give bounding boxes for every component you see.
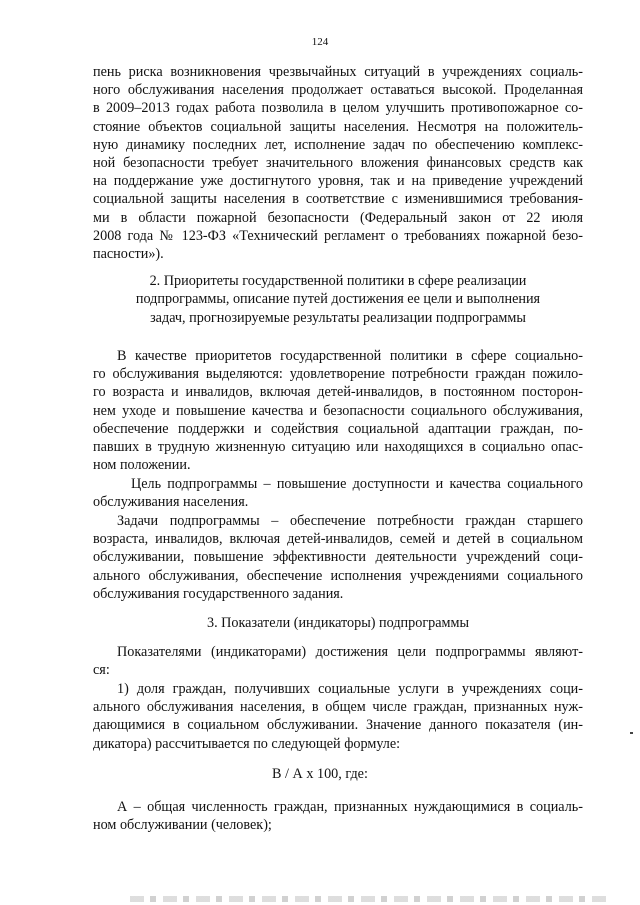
text-line: стояние объектов социальной защиты населения. Несмотря на положитель- <box>93 118 583 135</box>
text-line: ном обслуживании (человек); <box>93 817 272 834</box>
page-number: 124 <box>311 36 329 48</box>
section-2-heading <box>93 272 583 327</box>
text-line: нем уходе и повышение качества и безопасности социального обслуживания, <box>93 402 583 419</box>
text-line: дающимися в социальном обслуживании. Значение данного показателя (ин- <box>93 717 583 734</box>
text-line: ся: <box>93 662 110 679</box>
text-line: Цель подпрограммы – повышение доступности и качества социального <box>131 476 583 492</box>
paragraph-indicators-intro <box>93 643 583 679</box>
text-line: Показателями (индикаторами) достижения цели подпрограммы являют- <box>117 644 583 660</box>
text-line: ную динамику последних лет, исполнение задач по обеспечению комплекс- <box>93 136 583 153</box>
paragraph-priorities <box>93 347 583 474</box>
paragraph-definition-a <box>93 798 583 834</box>
text-line: ном положении. <box>93 457 191 474</box>
paragraph-goal <box>93 475 583 511</box>
text-line: на поддержание уже достигнутого уровня, так и на приведение учреждений <box>93 173 583 190</box>
text-line: обслуживания государственного задания. <box>93 585 344 602</box>
text-line: 2008 года № 123-ФЗ «Технический регламент о требованиях пожарной безо- <box>93 227 583 244</box>
text-line: обслуживании, повышение эффективности деятельности учреждений соци- <box>93 549 583 566</box>
scan-mark <box>630 732 633 734</box>
text-line: ального обслуживания населения, в общем числе граждан, признанных нуж- <box>93 699 583 716</box>
formula: В / А х 100, где: <box>272 766 368 782</box>
text-line: 1) доля граждан, получивших социальные услуги в учреждениях соци- <box>117 681 583 697</box>
text-line: пасности»). <box>93 245 164 262</box>
heading-line: 2. Приоритеты государственной политики в сфере реализации <box>149 273 527 289</box>
text-line: в 2009–2013 годах работа позволила в целом улучшить противопожарное со- <box>93 100 583 117</box>
heading-line: 3. Показатели (индикаторы) подпрограммы <box>206 615 470 631</box>
scan-bottom-artifact <box>130 896 610 902</box>
text-line: ного обслуживания населения продолжает оставаться высокой. Проделанная <box>93 82 583 99</box>
text-line: ной безопасности требует значительного вложения финансовых средств как <box>93 154 583 171</box>
paragraph-fire-safety <box>93 63 583 263</box>
paragraph-tasks <box>93 512 583 603</box>
heading-line: задач, прогнозируемые результаты реализации подпрограммы <box>150 309 526 326</box>
text-line: обеспечение поддержки и содействия социальной адаптации граждан, по- <box>93 420 583 437</box>
text-line: А – общая численность граждан, признанных нуждающимися в социаль- <box>117 799 583 815</box>
text-line: го возраста и инвалидов, включая детей-инвалидов, в постоянном посторон- <box>93 384 583 401</box>
text-line: Задачи подпрограммы – обеспечение потребности граждан старшего <box>117 513 583 529</box>
text-line: ми в области пожарной безопасности (Федеральный закон от 22 июля <box>93 209 583 226</box>
text-line: пень риска возникновения чрезвычайных ситуаций в учреждениях социаль- <box>93 64 583 80</box>
text-line: го обслуживания выделяются: удовлетворение потребности граждан пожило- <box>93 366 583 383</box>
text-line: возраста, инвалидов, включая детей-инвалидов, семей и детей в социальном <box>93 531 583 548</box>
text-line: павших в трудную жизненную ситуацию или находящихся в социально опас- <box>93 438 583 455</box>
text-line: ального обслуживания, обеспечение исполнения учреждениями социального <box>93 567 583 584</box>
text-line: В качестве приоритетов государственной политики в сфере социально- <box>117 348 583 364</box>
text-line: социальной защиты населения в соответствие с изменившимися требования- <box>93 191 583 208</box>
heading-line: подпрограммы, описание путей достижения ее цели и выполнения <box>135 291 541 308</box>
section-3-heading <box>93 614 583 632</box>
text-line: дикатора) рассчитывается по следующей формуле: <box>93 735 401 752</box>
paragraph-indicator-1 <box>93 680 583 753</box>
text-line: обслуживания населения. <box>93 494 249 511</box>
